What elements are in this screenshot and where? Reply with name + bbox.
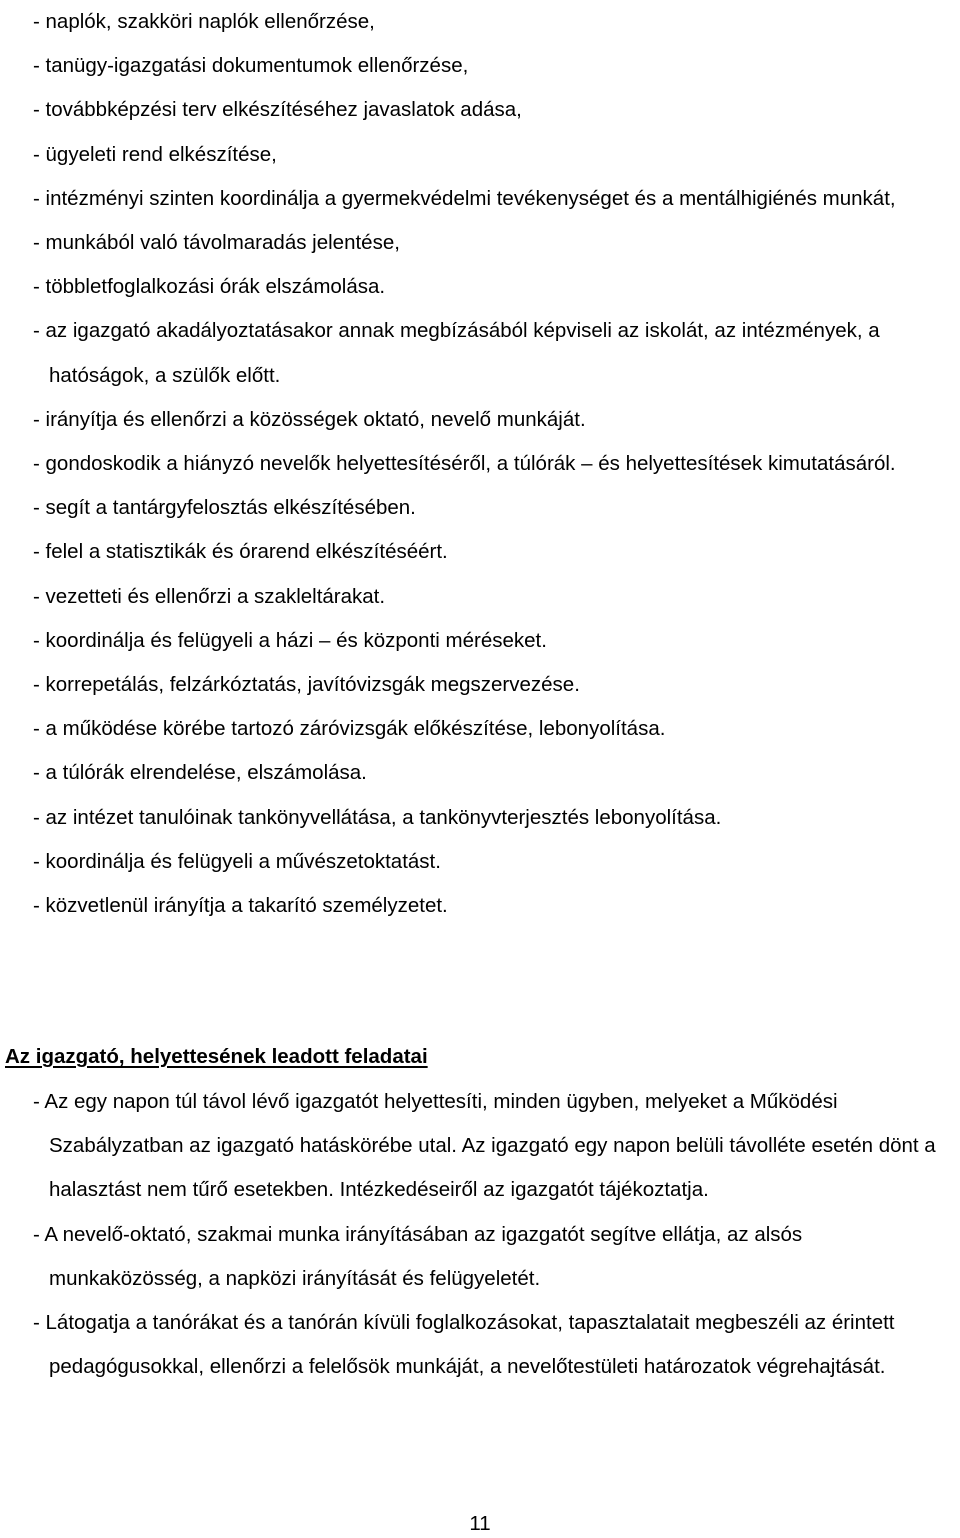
list-item: - továbbképzési terv elkészítéséhez javaslatok adása, [33, 98, 522, 122]
delegated-duties-list [33, 1080, 958, 1389]
list-item: - a működése körébe tartozó záróvizsgák előkészítése, lebonyolítása. [33, 717, 666, 741]
list-item: - korrepetálás, felzárkóztatás, javítóvizsgák megszervezése. [33, 673, 580, 697]
list-item: - tanügy-igazgatási dokumentumok ellenőrzése, [33, 54, 469, 78]
list-item: - segít a tantárgyfelosztás elkészítésében. [33, 496, 416, 520]
list-item: - közvetlenül irányítja a takarító személyzetet. [33, 894, 448, 918]
page-number: 11 [469, 1512, 491, 1535]
list-item: - a túlórák elrendelése, elszámolása. [33, 761, 367, 785]
list-item: - többletfoglalkozási órák elszámolása. [33, 275, 386, 299]
list-item: - gondoskodik a hiányzó nevelők helyettesítéséről, a túlórák – és helyettesítések kimutatásáról. [33, 452, 896, 476]
list-item: - koordinálja és felügyeli a házi – és központi méréseket. [33, 628, 547, 652]
list-item: - vezetteti és ellenőrzi a szakleltárakat. [33, 584, 386, 608]
list-item: - Látogatja a tanórákat és a tanórán kívüli foglalkozásokat, tapasztalatait megbeszéli az érintett pedagógusokkal, ellenőrzi a felelősök munkáját, a nevelőtestületi határozatok végrehajtását. [33, 1311, 895, 1379]
list-item: - koordinálja és felügyeli a művészetoktatást. [33, 849, 441, 873]
list-item: - intézményi szinten koordinálja a gyermekvédelmi tevékenységet és a mentálhigiénés munkát, [33, 186, 896, 210]
duties-list [33, 0, 948, 928]
list-item: - naplók, szakköri naplók ellenőrzése, [33, 10, 375, 33]
list-item: - irányítja és ellenőrzi a közösségek oktató, nevelő munkáját. [33, 407, 586, 431]
list-item: - A nevelő-oktató, szakmai munka irányításában az igazgatót segítve ellátja, az alsós munkaközösség, a napközi irányítását és felügyeletét. [33, 1222, 803, 1290]
list-item: - az intézet tanulóinak tankönyvellátása, a tankönyvterjesztés lebonyolítása. [33, 805, 722, 829]
list-item: - ügyeleti rend elkészítése, [33, 142, 277, 166]
list-item: - Az egy napon túl távol lévő igazgatót helyettesíti, minden ügyben, melyeket a Működési Szabályzatban az igazgató hatáskörébe utal. Az igazgató egy napon belüli távolléte esetén dönt a halasztást nem tűrő esetekben. Intézkedéseiről az igazgatót tájékoztatja. [33, 1090, 936, 1202]
section-heading: Az igazgató, helyettesének leadott feladatai [5, 1045, 428, 1068]
list-item: - felel a statisztikák és órarend elkészítéséért. [33, 540, 448, 564]
list-item: - az igazgató akadályoztatásakor annak megbízásából képviseli az iskolát, az intézmények, a hatóságok, a szülők előtt. [33, 319, 880, 387]
list-item: - munkából való távolmaradás jelentése, [33, 231, 400, 255]
